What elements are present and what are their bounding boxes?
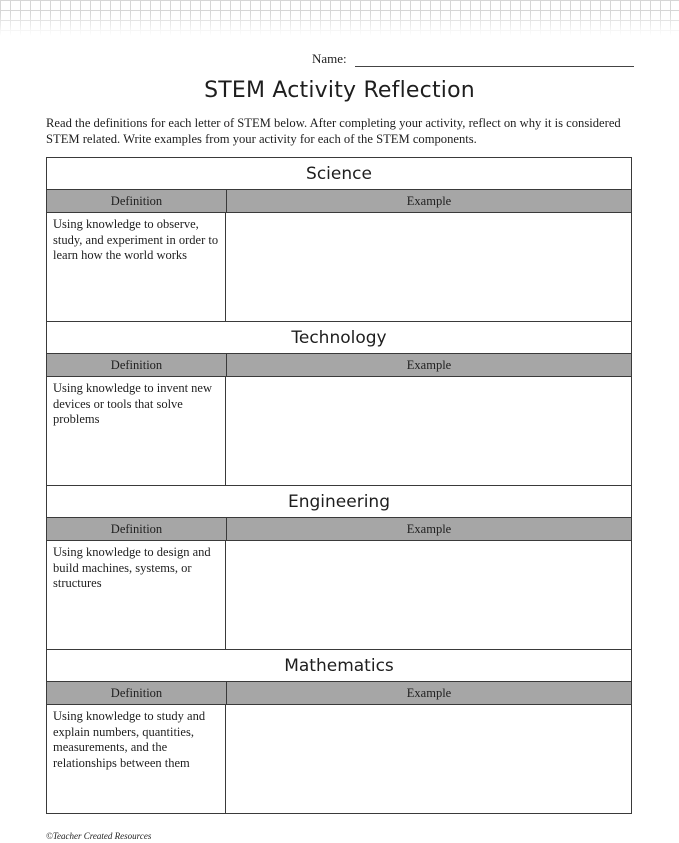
example-answer-box[interactable] xyxy=(226,541,631,649)
column-header-row xyxy=(47,354,631,377)
column-header-row xyxy=(47,518,631,541)
example-column-header: Example xyxy=(406,521,452,536)
copyright-footer: ©Teacher Created Resources xyxy=(46,831,152,841)
example-answer-box[interactable] xyxy=(226,213,631,321)
definition-text: Using knowledge to study and explain numbers, quantities, measurements, and the relationships between them xyxy=(47,705,226,813)
definition-column-header: Definition xyxy=(47,518,227,540)
example-column-header: Example xyxy=(406,357,452,372)
section-body-row xyxy=(47,213,631,321)
section-technology xyxy=(46,321,632,486)
column-header-row xyxy=(47,682,631,705)
definition-column-header: Definition xyxy=(47,354,227,376)
page-title: STEM Activity Reflection xyxy=(204,78,475,103)
grid-paper-header xyxy=(0,0,679,36)
name-label: Name: xyxy=(312,51,347,66)
section-title: Science xyxy=(47,158,631,190)
column-header-row xyxy=(47,190,631,213)
section-engineering xyxy=(46,485,632,650)
definition-column-header: Definition xyxy=(47,190,227,212)
definition-text: Using knowledge to invent new devices or tools that solve problems xyxy=(47,377,226,485)
name-input-line[interactable] xyxy=(355,52,634,67)
section-title: Engineering xyxy=(47,486,631,518)
section-body-row xyxy=(47,705,631,813)
section-body-row xyxy=(47,377,631,485)
example-column-header: Example xyxy=(406,685,452,700)
section-mathematics xyxy=(46,649,632,814)
example-answer-box[interactable] xyxy=(226,705,631,813)
section-science xyxy=(46,157,632,322)
instructions-text: Read the definitions for each letter of STEM below. After completing your activity, reflect on why it is considered STEM related. Write examples from your activity for each of the STEM components. xyxy=(46,116,621,146)
definition-column-header: Definition xyxy=(47,682,227,704)
section-body-row xyxy=(47,541,631,649)
definition-text: Using knowledge to design and build machines, systems, or structures xyxy=(47,541,226,649)
example-answer-box[interactable] xyxy=(226,377,631,485)
definition-text: Using knowledge to observe, study, and experiment in order to learn how the world works xyxy=(47,213,226,321)
name-field xyxy=(312,49,634,67)
example-column-header: Example xyxy=(406,193,452,208)
section-title: Technology xyxy=(47,322,631,354)
section-title: Mathematics xyxy=(47,650,631,682)
